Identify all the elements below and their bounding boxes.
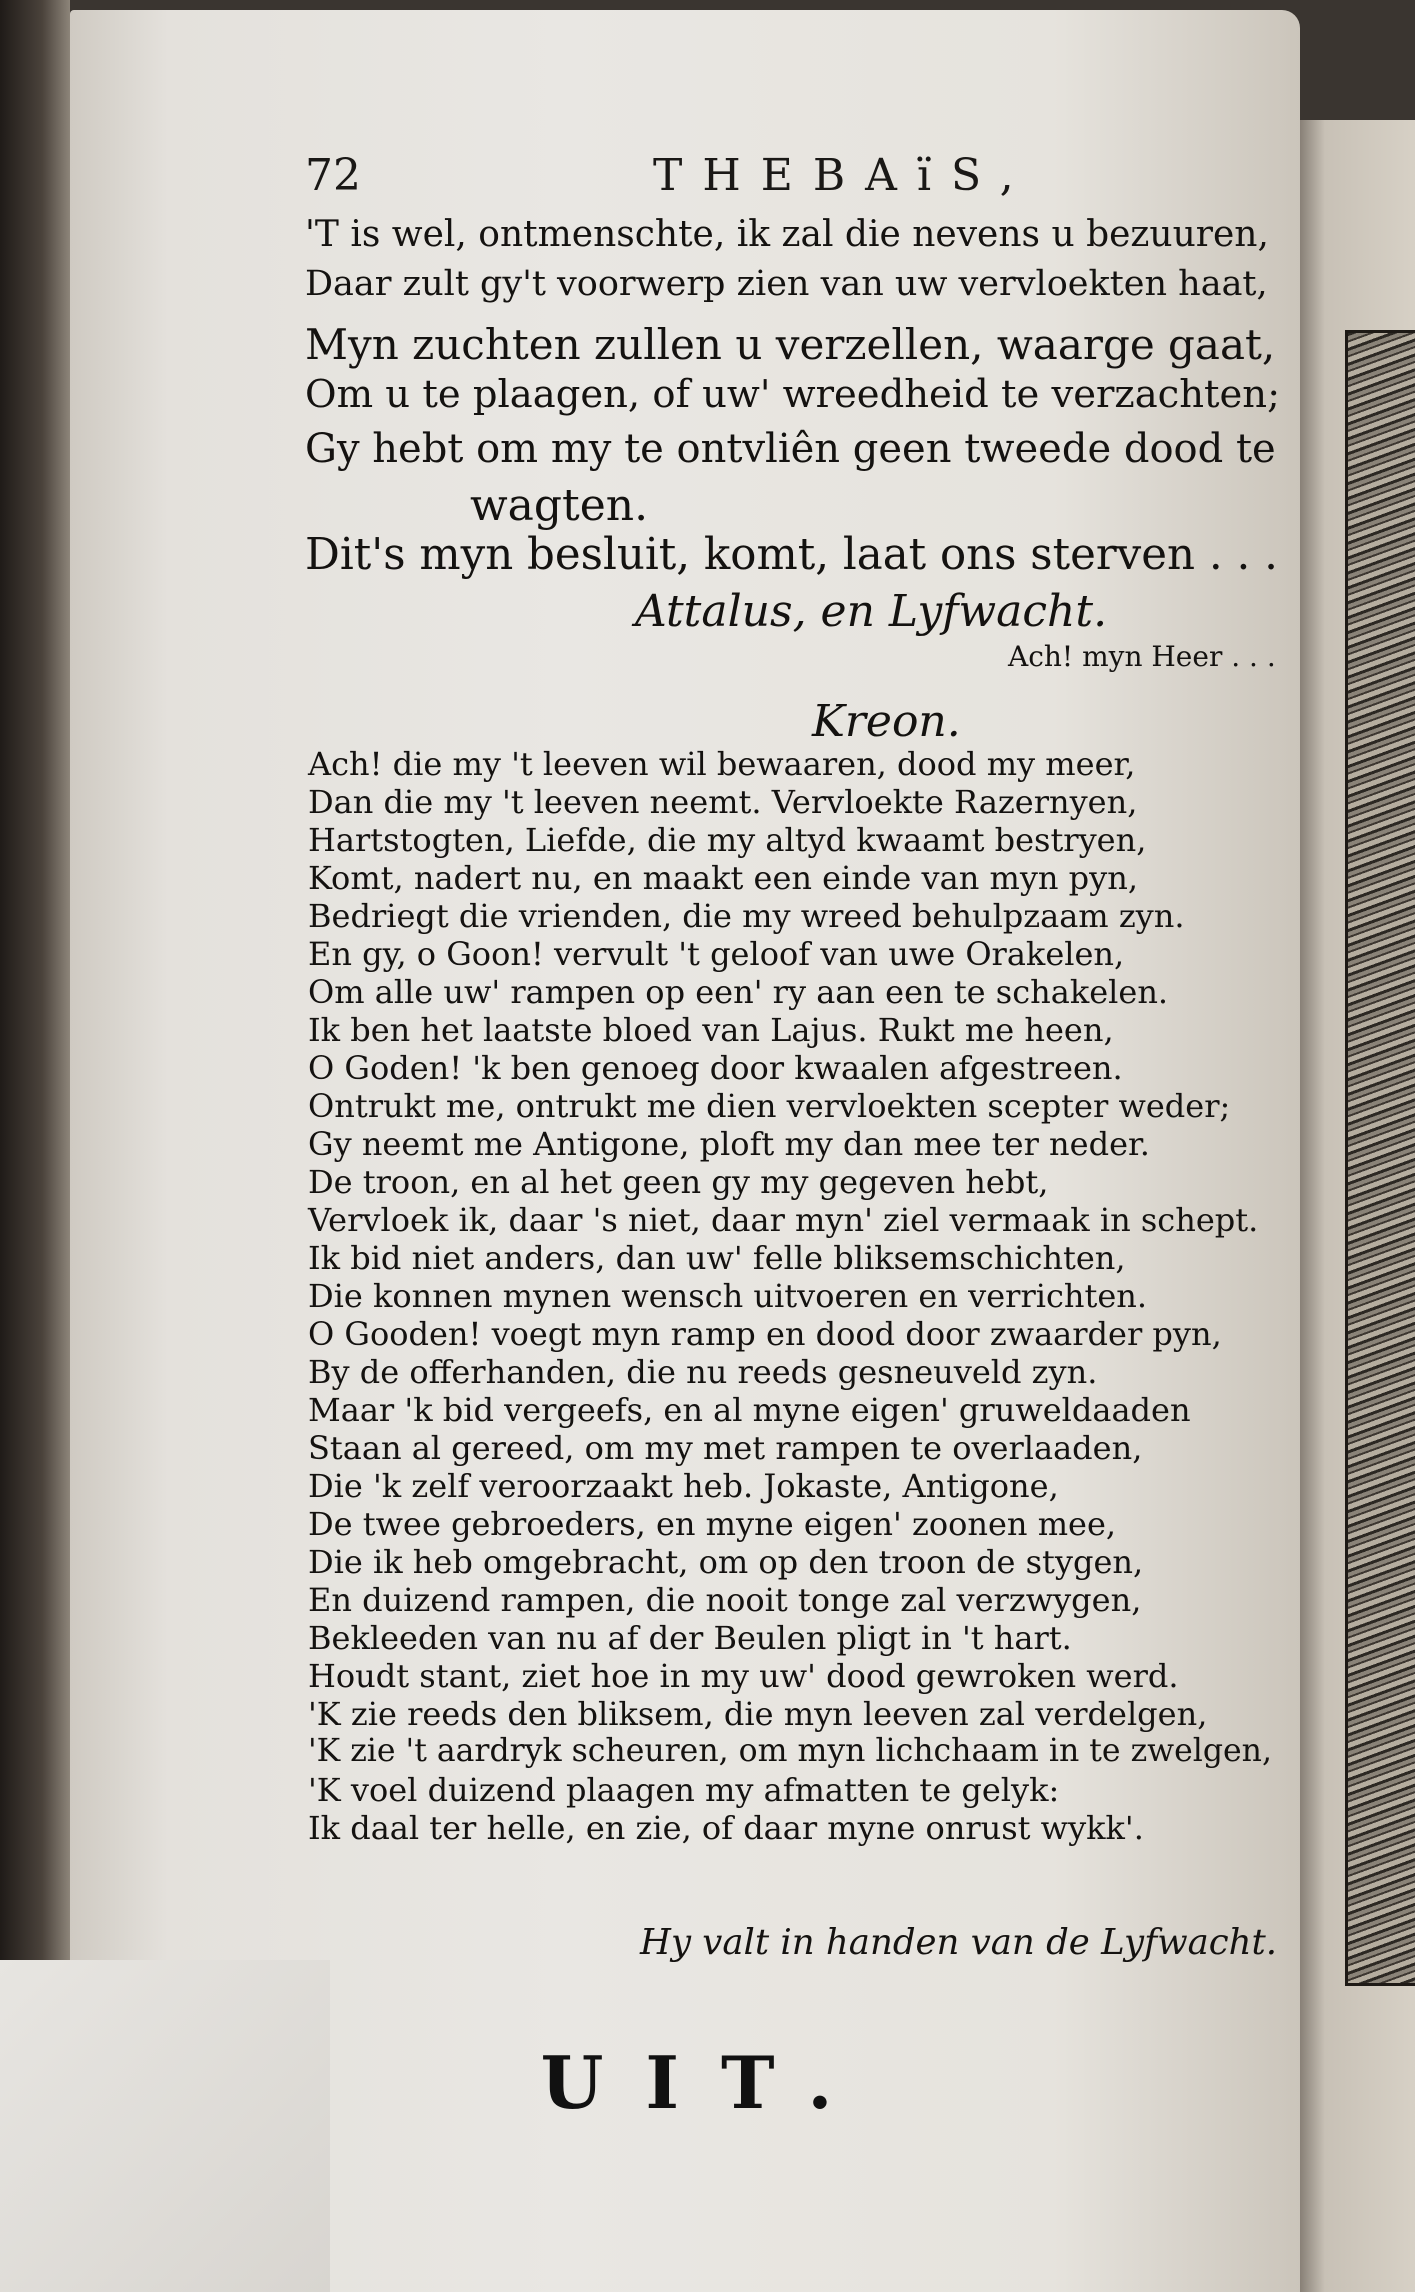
speech-line: Komt, nadert nu, en maakt een einde van myn pyn,: [308, 859, 1139, 897]
speech-line: Om alle uw' rampen op een' ry aan een te schakelen.: [308, 973, 1169, 1011]
speech-line: Ach! die my 't leeven wil bewaaren, dood my meer,: [308, 745, 1136, 783]
speech-line: De twee gebroeders, en myne eigen' zoonen mee,: [308, 1505, 1117, 1543]
speech-line: Bedriegt die vrienden, die my wreed behulpzaam zyn.: [308, 897, 1185, 935]
speech-line: Staan al gereed, om my met rampen te overlaaden,: [308, 1429, 1143, 1467]
verse-line: 'T is wel, ontmenschte, ik zal die nevens u bezuuren,: [305, 214, 1269, 255]
speech-line: Ontrukt me, ontrukt me dien vervloekten scepter weder;: [308, 1087, 1231, 1125]
speech-line: De troon, en al het geen gy my gegeven hebt,: [308, 1163, 1049, 1201]
speech-line: Hartstogten, Liefde, die my altyd kwaamt bestryen,: [308, 821, 1147, 859]
speech-line: Die konnen mynen wensch uitvoeren en verrichten.: [308, 1277, 1148, 1315]
speech-line: Dan die my 't leeven neemt. Vervloekte Razernyen,: [308, 783, 1138, 821]
speech-line: O Gooden! voegt myn ramp en dood door zwaarder pyn,: [308, 1315, 1222, 1353]
verse-line: wagten.: [470, 480, 649, 531]
facing-page-engraving: [1345, 330, 1415, 1986]
book-binding-edge: [0, 0, 70, 1960]
speech-line: Ik bid niet anders, dan uw' felle bliksemschichten,: [308, 1239, 1126, 1277]
verse-line: Daar zult gy't voorwerp zien van uw vervloekten haat,: [305, 264, 1268, 304]
speech-line: Ik daal ter helle, en zie, of daar myne onrust wykk'.: [308, 1809, 1144, 1847]
page-number: 72: [305, 150, 361, 201]
speech-line: En gy, o Goon! vervult 't geloof van uwe Orakelen,: [308, 935, 1125, 973]
verse-line: Myn zuchten zullen u verzellen, waarge gaat,: [305, 320, 1276, 369]
speech-line: 'K voel duizend plaagen my afmatten te gelyk:: [308, 1771, 1060, 1809]
running-title: THEBAïS,: [653, 150, 1034, 201]
background-surface: [0, 1960, 330, 2292]
speaker-name: Kreon.: [812, 696, 961, 747]
attalus-line: Ach! myn Heer . . .: [1008, 640, 1276, 673]
speech-line: Die 'k zelf veroorzaakt heb. Jokaste, Antigone,: [308, 1467, 1059, 1505]
verse-line: Dit's myn besluit, komt, laat ons sterven . . .: [305, 530, 1278, 580]
speech-line: Die ik heb omgebracht, om op den troon de stygen,: [308, 1543, 1144, 1581]
stage-direction-exit: Hy valt in handen van de Lyfwacht.: [640, 1922, 1278, 1963]
end-word: UIT.: [540, 2040, 875, 2125]
stage-direction-entry: Attalus, en Lyfwacht.: [635, 586, 1108, 637]
speech-line: 'K zie reeds den bliksem, die myn leeven zal verdelgen,: [308, 1695, 1208, 1733]
speech-line: En duizend rampen, die nooit tonge zal verzwygen,: [308, 1581, 1142, 1619]
speech-line: Gy neemt me Antigone, ploft my dan mee ter neder.: [308, 1125, 1150, 1163]
speech-line: Bekleeden van nu af der Beulen pligt in 't hart.: [308, 1619, 1072, 1657]
verse-line: Om u te plaagen, of uw' wreedheid te verzachten;: [305, 372, 1281, 417]
running-head: [305, 150, 1305, 210]
speech-line: Ik ben het laatste bloed van Lajus. Rukt me heen,: [308, 1011, 1114, 1049]
verse-line: Gy hebt om my te ontvliên geen tweede dood te: [305, 426, 1276, 472]
speech-line: 'K zie 't aardryk scheuren, om myn lichchaam in te zwelgen,: [308, 1733, 1272, 1769]
speech-line: Maar 'k bid vergeefs, en al myne eigen' gruweldaaden: [308, 1391, 1191, 1429]
speech-line: Houdt stant, ziet hoe in my uw' dood gewroken werd.: [308, 1657, 1179, 1695]
speech-line: Vervloek ik, daar 's niet, daar myn' ziel vermaak in schept.: [308, 1201, 1259, 1239]
speech-line: By de offerhanden, die nu reeds gesneuveld zyn.: [308, 1353, 1098, 1391]
speech-line: O Goden! 'k ben genoeg door kwaalen afgestreen.: [308, 1049, 1123, 1087]
